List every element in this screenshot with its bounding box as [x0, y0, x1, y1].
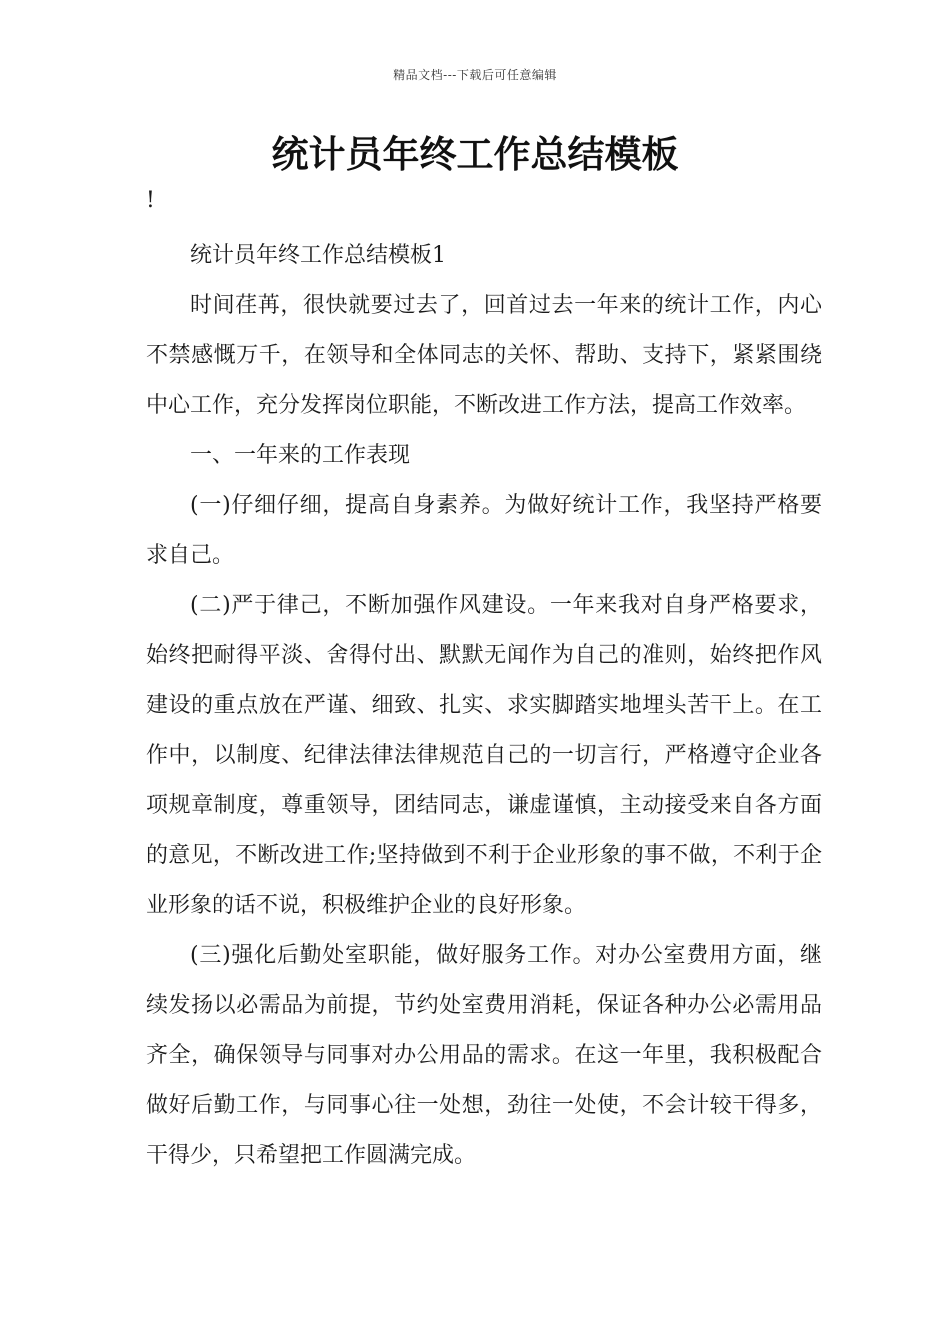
- page-header-watermark: 精品文档---下载后可任意编辑: [393, 68, 557, 82]
- item-paragraph-1: (一)仔细仔细，提高自身素养。为做好统计工作，我坚持严格要求自己。: [146, 493, 822, 568]
- section-heading: 一、一年来的工作表现: [190, 443, 411, 468]
- item-paragraph-2: (二)严于律己，不断加强作风建设。一年来我对自身严格要求，始终把耐得平淡、舍得付出、默默无闻作为自己的准则，始终把作风建设的重点放在严谨、细致、扎实、求实脚踏实地埋头苦干上。在工作中，以制度、纪律法律法律规范自己的一切言行，严格遵守企业各项规章制度，尊重领导，团结同志，谦虚谨慎，主动接受来自各方面的意见，不断改进工作;坚持做到不利于企业形象的事不做，不利于企业形象的话不说，积极维护企业的良好形象。: [146, 593, 822, 918]
- item-paragraph-3: (三)强化后勤处室职能，做好服务工作。对办公室费用方面，继续发扬以必需品为前提，节约处室费用消耗，保证各种办公必需用品齐全，确保领导与同事对办公用品的需求。在这一年里，我积极配合做好后勤工作，与同事心往一处想，劲往一处使，不会计较干得多，干得少，只希望把工作圆满完成。: [146, 943, 822, 1168]
- document-title: 统计员年终工作总结模板: [271, 132, 679, 176]
- intro-paragraph: 时间荏苒，很快就要过去了，回首过去一年来的统计工作，内心不禁感慨万千，在领导和全体同志的关怀、帮助、支持下，紧紧围绕中心工作，充分发挥岗位职能，不断改进工作方法，提高工作效率。: [146, 293, 822, 418]
- exclamation-mark: !: [146, 188, 155, 213]
- document-body: [146, 231, 822, 1181]
- subtitle-paragraph: 统计员年终工作总结模板1: [190, 243, 446, 268]
